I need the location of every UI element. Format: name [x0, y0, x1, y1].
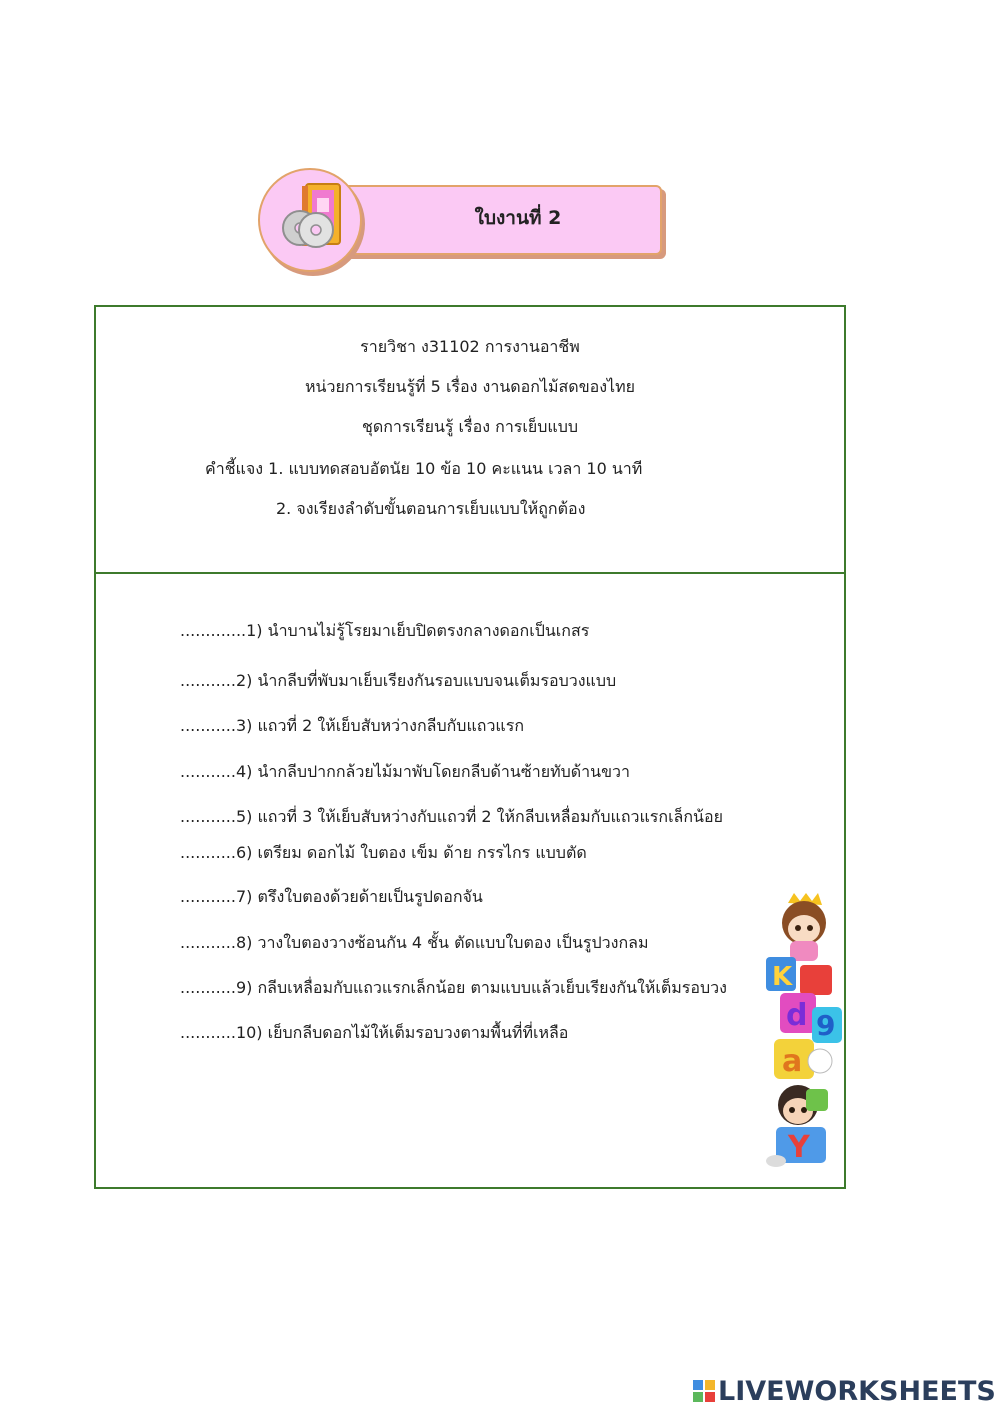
liveworksheets-logo: [693, 1374, 996, 1408]
svg-text:a: a: [782, 1044, 803, 1079]
answer-item-8[interactable]: ...........8) วางใบตองวางซ้อนกัน 4 ชั้น ตัดแบบใบตอง เป็นรูปวงกลม: [180, 933, 649, 952]
subject-line: รายวิชา ง31102 การงานอาชีพ: [360, 337, 580, 356]
liveworksheets-logo-icon: [693, 1380, 715, 1402]
answer-item-4[interactable]: ...........4) นำกลีบปากกล้วยไม้มาพับโดยกลีบด้านซ้ายทับด้านขวา: [180, 762, 630, 781]
answer-item-9[interactable]: ...........9) กลีบเหลื่อมกับแถวแรกเล็กน้อย ตามแบบแล้วเย็บเรียงกันให้เต็มรอบวง: [180, 978, 727, 997]
learning-set-line: ชุดการเรียนรู้ เรื่อง การเย็บแบบ: [361, 417, 579, 436]
svg-text:Y: Y: [788, 1130, 810, 1165]
answer-item-5[interactable]: ...........5) แถวที่ 3 ให้เย็บสับหว่างกับแถวที่ 2 ให้กลีบเหลื่อมกับแถวแรกเล็กน้อย: [180, 807, 723, 826]
answer-item-7[interactable]: ...........7) ตรึงใบตองด้วยด้ายเป็นรูปดอกจัน: [180, 887, 483, 906]
kids-letters-illustration: [760, 893, 846, 1173]
worksheet-title: ใบงานที่ 2: [474, 207, 562, 229]
instruction-line-1: คำชี้แจง 1. แบบทดสอบอัตนัย 10 ข้อ 10 คะแนน เวลา 10 นาที: [205, 459, 643, 478]
title-banner: [258, 168, 668, 272]
svg-text:9: 9: [816, 1009, 836, 1042]
unit-line: หน่วยการเรียนรู้ที่ 5 เรื่อง งานดอกไม้สดของไทย: [304, 377, 636, 396]
answer-item-6[interactable]: ...........6) เตรียม ดอกไม้ ใบตอง เข็ม ด้าย กรรไกร แบบตัด: [180, 843, 587, 862]
frame-divider: [94, 572, 846, 574]
svg-text:d: d: [786, 998, 808, 1033]
logo-text: LIVEWORKSHEETS: [718, 1375, 996, 1407]
svg-text:K: K: [772, 962, 793, 992]
instruction-line-2: 2. จงเรียงลำดับขั้นตอนการเย็บแบบให้ถูกต้อง: [276, 499, 586, 518]
answer-item-10[interactable]: ...........10) เย็บกลีบดอกไม้ให้เต็มรอบวงตามพื้นที่ที่เหลือ: [180, 1023, 569, 1042]
answer-item-3[interactable]: ...........3) แถวที่ 2 ให้เย็บสับหว่างกลีบกับแถวแรก: [180, 716, 525, 735]
book-cd-icon: [258, 168, 362, 272]
answer-item-2[interactable]: ...........2) นำกลีบที่พับมาเย็บเรียงกันรอบแบบจนเต็มรอบวงแบบ: [180, 671, 617, 690]
answer-item-1[interactable]: .............1) นำบานไม่รู้โรยมาเย็บปิดตรงกลางดอกเป็นเกสร: [180, 621, 590, 640]
